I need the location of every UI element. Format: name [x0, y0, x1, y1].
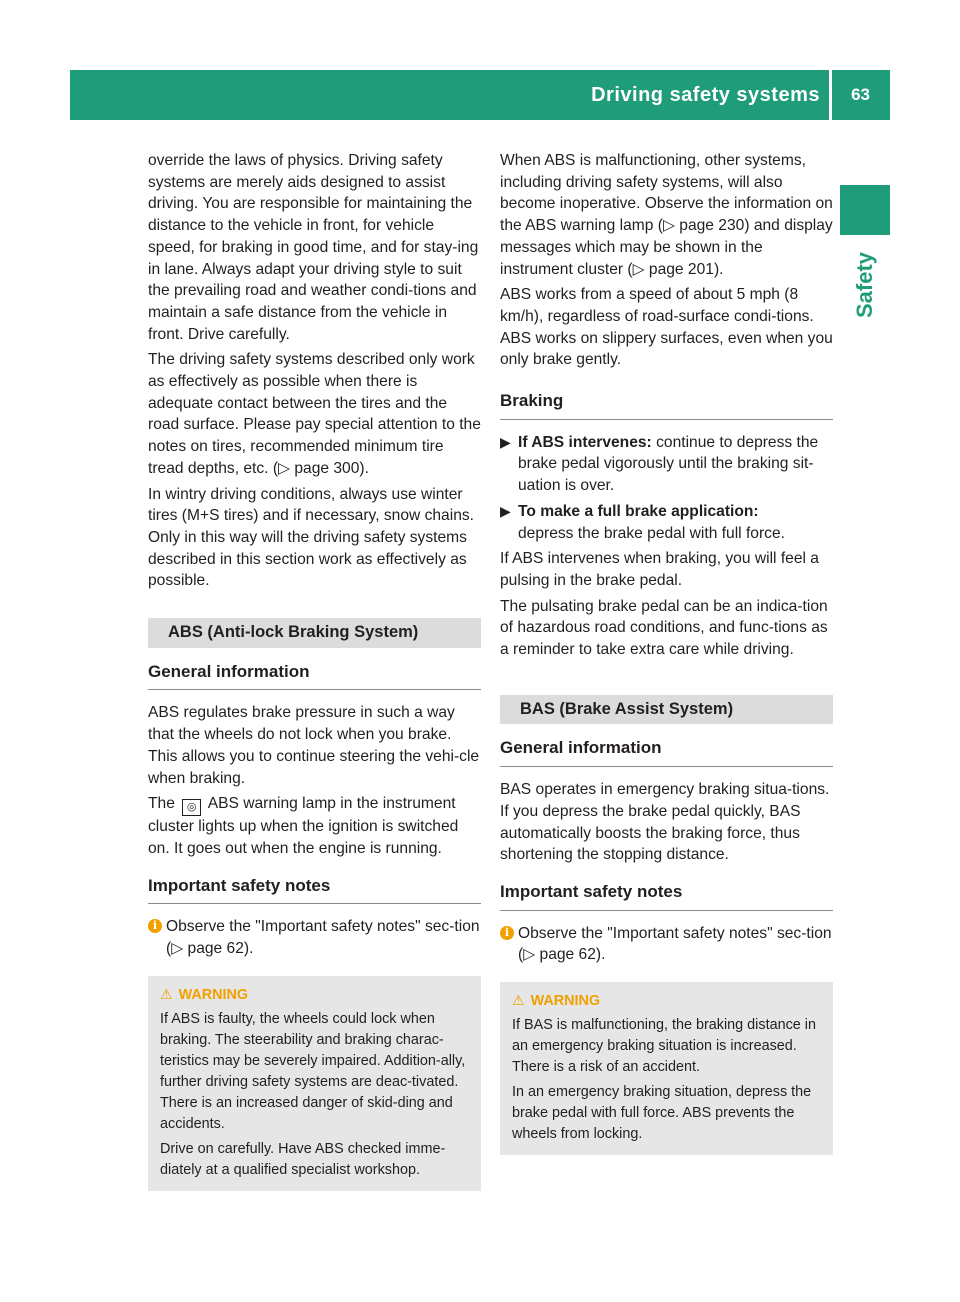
braking-step-1-text: continue to depress the brake pedal vigorously until the braking sit-uation is over. — [518, 433, 819, 495]
abs-info-note-text: Observe the "Important safety notes" sec-tion (▷ page 62). — [166, 918, 480, 958]
step-arrow-icon: ▶ — [500, 502, 511, 519]
warning-triangle-icon: ⚠ — [512, 992, 525, 1009]
bas-warning-header — [512, 990, 825, 1012]
bas-warning-paragraph-1: If BAS is malfunctioning, the braking distance in an emergency braking situation is increased. There is a risk of an accident. — [512, 1017, 816, 1076]
bas-important-heading: Important safety notes — [500, 872, 833, 911]
bas-general-info-heading: General information — [500, 728, 833, 767]
bas-warning-label: WARNING — [530, 993, 601, 1010]
bas-warning-paragraph-2: In an emergency braking situation, depress the brake pedal with full force. ABS prevents the wheels from locking. — [512, 1084, 812, 1143]
bas-info-note-text: Observe the "Important safety notes" sec-tion (▷ page 62). — [518, 924, 832, 964]
right-column — [500, 150, 833, 1155]
abs-warning-paragraph-1: If ABS is faulty, the wheels could lock when braking. The steerability and braking charac-teristics may be severely impaired. Addition-ally, further driving safety systems are deac-tivated. There is an increased danger of skid-ding and accidents. — [160, 1010, 466, 1132]
braking-step-1-label: If ABS intervenes: — [518, 433, 652, 451]
side-tab-label: Safety — [852, 251, 877, 319]
intro-paragraph-2: The driving safety systems described only work as effectively as possible when there is adequate contact between the tires and the road surface. Please pay special attention to the notes on tires, recommended minimum tire tread depths, etc. (▷ page 300). — [148, 351, 481, 477]
abs-lamp-paragraph — [148, 793, 481, 859]
page-number: 63 — [851, 85, 870, 104]
side-tab — [840, 240, 890, 330]
left-column — [148, 150, 481, 1191]
braking-step-2 — [500, 501, 833, 544]
abs-general-info-paragraph: ABS regulates brake pressure in such a way that the wheels do not lock when you brake. This allows you to continue steering the vehi-cle when braking. — [148, 704, 480, 787]
braking-heading: Braking — [500, 381, 833, 420]
abs-speed-paragraph: ABS works from a speed of about 5 mph (8 km/h), regardless of road-surface condi-tions. ABS works on slippery surfaces, even when you only brake gently. — [500, 286, 833, 369]
intro-paragraph-1: override the laws of physics. Driving safety systems are merely aids designed to assist driving. You are responsible for maintaining the distance to the vehicle in front, for vehicle speed, for braking in good time, and for stay-ing in lane. Always adapt your driving style to suit the prevailing road and weather condi-tions and maintain a safe distance from the vehicle in front. Drive carefully. — [148, 152, 479, 343]
bas-section-title: BAS (Brake Assist System) — [500, 695, 833, 725]
info-icon: i — [148, 919, 162, 933]
abs-important-heading: Important safety notes — [148, 866, 481, 905]
abs-warning-paragraph-2: Drive on carefully. Have ABS checked imme-diately at a qualified specialist workshop. — [160, 1140, 446, 1178]
page-header — [70, 70, 890, 120]
abs-pulsating-paragraph: The pulsating brake pedal can be an indica-tion of hazardous road conditions, and func-tions as a reminder to take extra care while driving. — [500, 597, 828, 659]
side-tab-marker — [840, 185, 890, 235]
abs-warning-box — [148, 976, 481, 1191]
braking-step-1 — [500, 432, 833, 497]
abs-info-note — [148, 916, 481, 959]
info-icon: i — [500, 926, 514, 940]
abs-malfunction-paragraph: When ABS is malfunctioning, other systems, including driving safety systems, will also become inoperative. Observe the information on the ABS warning lamp (▷ page 230) and display messages which may be shown in the instrument cluster (▷ page 201). — [500, 152, 833, 278]
abs-warning-header — [160, 984, 473, 1006]
warning-triangle-icon: ⚠ — [160, 985, 173, 1002]
abs-warning-label: WARNING — [178, 986, 249, 1003]
bas-info-note — [500, 923, 833, 966]
braking-step-2-text: depress the brake pedal with full force. — [518, 524, 785, 542]
header-title: Driving safety systems — [591, 84, 820, 106]
abs-warning-lamp-icon: ◎ — [182, 799, 201, 816]
braking-step-2-label: To make a full brake application: — [518, 502, 759, 520]
header-divider — [829, 70, 832, 120]
step-arrow-icon: ▶ — [500, 433, 511, 450]
abs-section-title: ABS (Anti-lock Braking System) — [148, 618, 481, 648]
abs-lamp-text-after: ABS warning lamp in the instrument cluster lights up when the ignition is switched on. It goes out when the engine is running. — [148, 795, 459, 857]
intro-paragraph-3: In wintry driving conditions, always use winter tires (M+S tires) and if necessary, snow chains. Only in this way will the driving safety systems described in this section work as effectively as possible. — [148, 485, 474, 590]
bas-general-info-paragraph: BAS operates in emergency braking situa-tions. If you depress the brake pedal quickly, BAS automatically boosts the braking force, thus shortening the stopping distance. — [500, 781, 830, 864]
abs-lamp-text-before: The — [148, 795, 175, 813]
bas-warning-box — [500, 982, 833, 1155]
abs-pulsing-paragraph: If ABS intervenes when braking, you will feel a pulsing in the brake pedal. — [500, 550, 819, 589]
abs-general-info-heading: General information — [148, 652, 481, 691]
